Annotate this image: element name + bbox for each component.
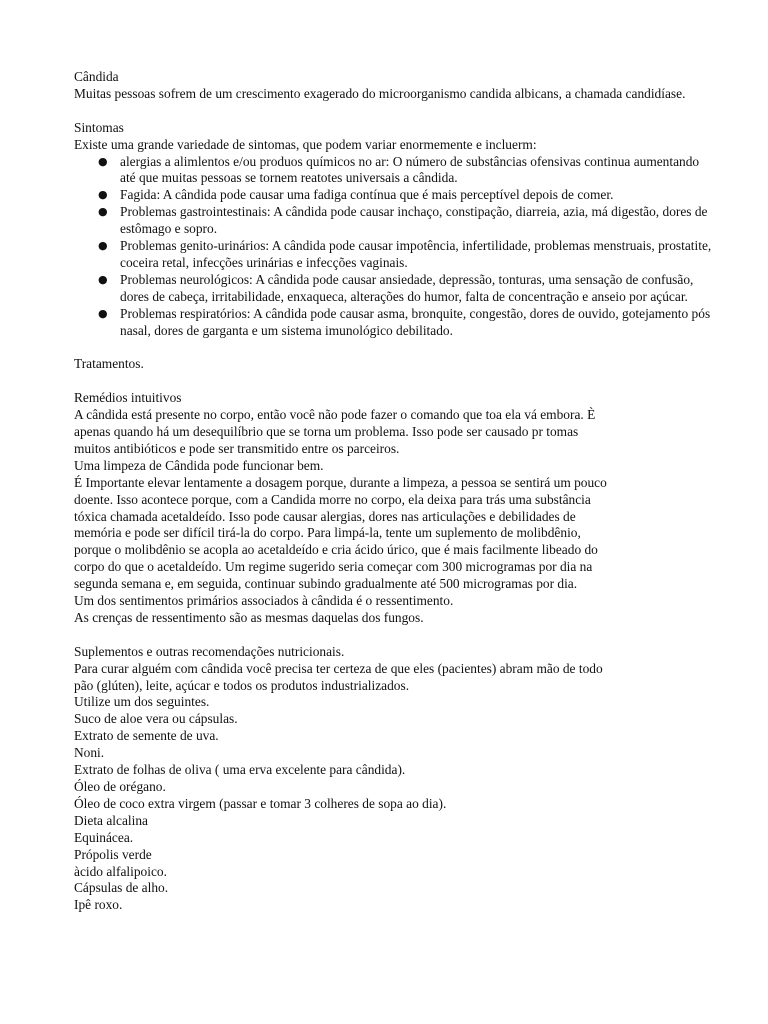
text-line: Extrato de semente de uva. xyxy=(74,728,219,744)
spacer xyxy=(74,373,712,390)
list-item: ● Problemas neurológicos: A cândida pode causar ansiedade, depressão, tonturas, uma sensação de confusão, dores de cabeça, irritabilidade, enxaqueca, alterações do humor, falta de concentração e anseio por açúcar. xyxy=(98,271,694,304)
document-title: Cândida xyxy=(74,69,119,84)
text-line: Extrato de folhas de oliva ( uma erva excelente para cândida). xyxy=(74,762,406,778)
text-line: A cândida está presente no corpo, então você não pode fazer o comando que toa ela vá embora. È xyxy=(74,407,596,423)
text-line: tóxica chamada acetaldeído. Isso pode causar alergias, dores nas articulações e debilidades de xyxy=(74,508,576,524)
text-line: Cápsulas de alho. xyxy=(74,880,169,896)
text-line: Uma limpeza de Cândida pode funcionar bem. xyxy=(74,457,324,473)
bullet-icon: ● xyxy=(98,205,108,219)
suplementos-heading: Suplementos e outras recomendações nutricionais. xyxy=(74,643,345,659)
text-line: Equinácea. xyxy=(74,829,134,845)
bullet-icon: ● xyxy=(98,272,108,286)
text-line: Suco de aloe vera ou cápsulas. xyxy=(74,711,238,727)
list-item: ● Fagida: A cândida pode causar uma fadiga contínua que é mais perceptível depois de comer. xyxy=(98,187,614,203)
text-line: àcido alfalipoico. xyxy=(74,863,167,879)
text-line: Própolis verde xyxy=(74,846,152,862)
spacer xyxy=(74,339,712,356)
text-line: Dieta alcalina xyxy=(74,812,148,828)
remedios-heading: Remédios intuitivos xyxy=(74,390,182,406)
text-line: Utilize um dos seguintes. xyxy=(74,694,210,710)
text-line: doente. Isso acontece porque, com a Candida morre no corpo, ela deixa para trás uma substância xyxy=(74,491,591,507)
tratamentos-heading: Tratamentos. xyxy=(74,356,144,372)
bullet-icon: ● xyxy=(98,306,108,320)
text-line: memória e pode ser difícil tirá-la do corpo. Para limpá-la, tente um suplemento de molibdênio, xyxy=(74,525,581,541)
text-line: Ipê roxo. xyxy=(74,897,123,913)
text-line: Óleo de orégano. xyxy=(74,779,166,794)
text-line: Óleo de coco extra virgem (passar e tomar 3 colheres de sopa ao dia). xyxy=(74,795,447,811)
spacer xyxy=(74,627,712,644)
text-line: Noni. xyxy=(74,745,105,761)
text-line: Um dos sentimentos primários associados à cândida é o ressentimento. xyxy=(74,593,454,609)
text-line: apenas quando há um desequilíbrio que se torna um problema. Isso pode ser causado pr tomas xyxy=(74,423,579,439)
sintomas-lead: Existe uma grande variedade de sintomas, que podem variar enormemente e incluerm: xyxy=(74,136,537,152)
intro-paragraph: Muitas pessoas sofrem de um crescimento exagerado do microorganismo candida albicans, a chamada candidíase. xyxy=(74,85,686,101)
spacer xyxy=(74,103,712,120)
bullet-icon: ● xyxy=(98,154,108,168)
text-line: porque o molibdênio se acopla ao acetaldeído e cria ácido úrico, que é mais facilmente libeado do xyxy=(74,542,598,558)
text-line: corpo do que o acetaldeído. Um regime sugerido seria começar com 300 microgramas por dia na xyxy=(74,559,593,575)
bullet-icon: ● xyxy=(98,188,108,202)
text-line: As crenças de ressentimento são as mesmas daquelas dos fungos. xyxy=(74,609,424,625)
text-line: É Importante elevar lentamente a dosagem porque, durante a limpeza, a pessoa se sentirá um pouco xyxy=(74,474,607,490)
list-item: ● Problemas genito-urinários: A cândida pode causar impotência, infertilidade, problemas menstruais, prostatite, coceira retal, infecções urinárias e infecções vaginais. xyxy=(98,238,712,270)
list-item: ● Problemas gastrointestinais: A cândida pode causar inchaço, constipação, diarreia, azia, má digestão, dores de estômago e sopro. xyxy=(98,204,708,237)
text-line: segunda semana e, em seguida, continuar subindo gradualmente até 500 microgramas por dia. xyxy=(74,576,578,592)
list-item: ● Problemas respiratórios: A cândida pode causar asma, bronquite, congestão, dores de ouvido, gotejamento pós nasal, dores de garganta e um sistema imunológico debilitado. xyxy=(98,305,711,338)
text-line: muitos antibióticos e pode ser transmitido entre os parceiros. xyxy=(74,440,400,456)
text-line: Para curar alguém com cândida você precisa ter certeza de que eles (pacientes) abram mão de todo xyxy=(74,660,603,676)
list-item: ● alergias a alimlentos e/ou produos químicos no ar: O número de substâncias ofensivas continua aumentando até que muitas pessoas se tornem reatotes universais a cândida. xyxy=(98,153,700,186)
sintomas-heading: Sintomas xyxy=(74,119,124,135)
text-line: pão (glúten), leite, açúcar e todos os produtos industrializados. xyxy=(74,677,410,693)
sintomas-list xyxy=(74,154,712,340)
bullet-icon: ● xyxy=(98,239,108,253)
